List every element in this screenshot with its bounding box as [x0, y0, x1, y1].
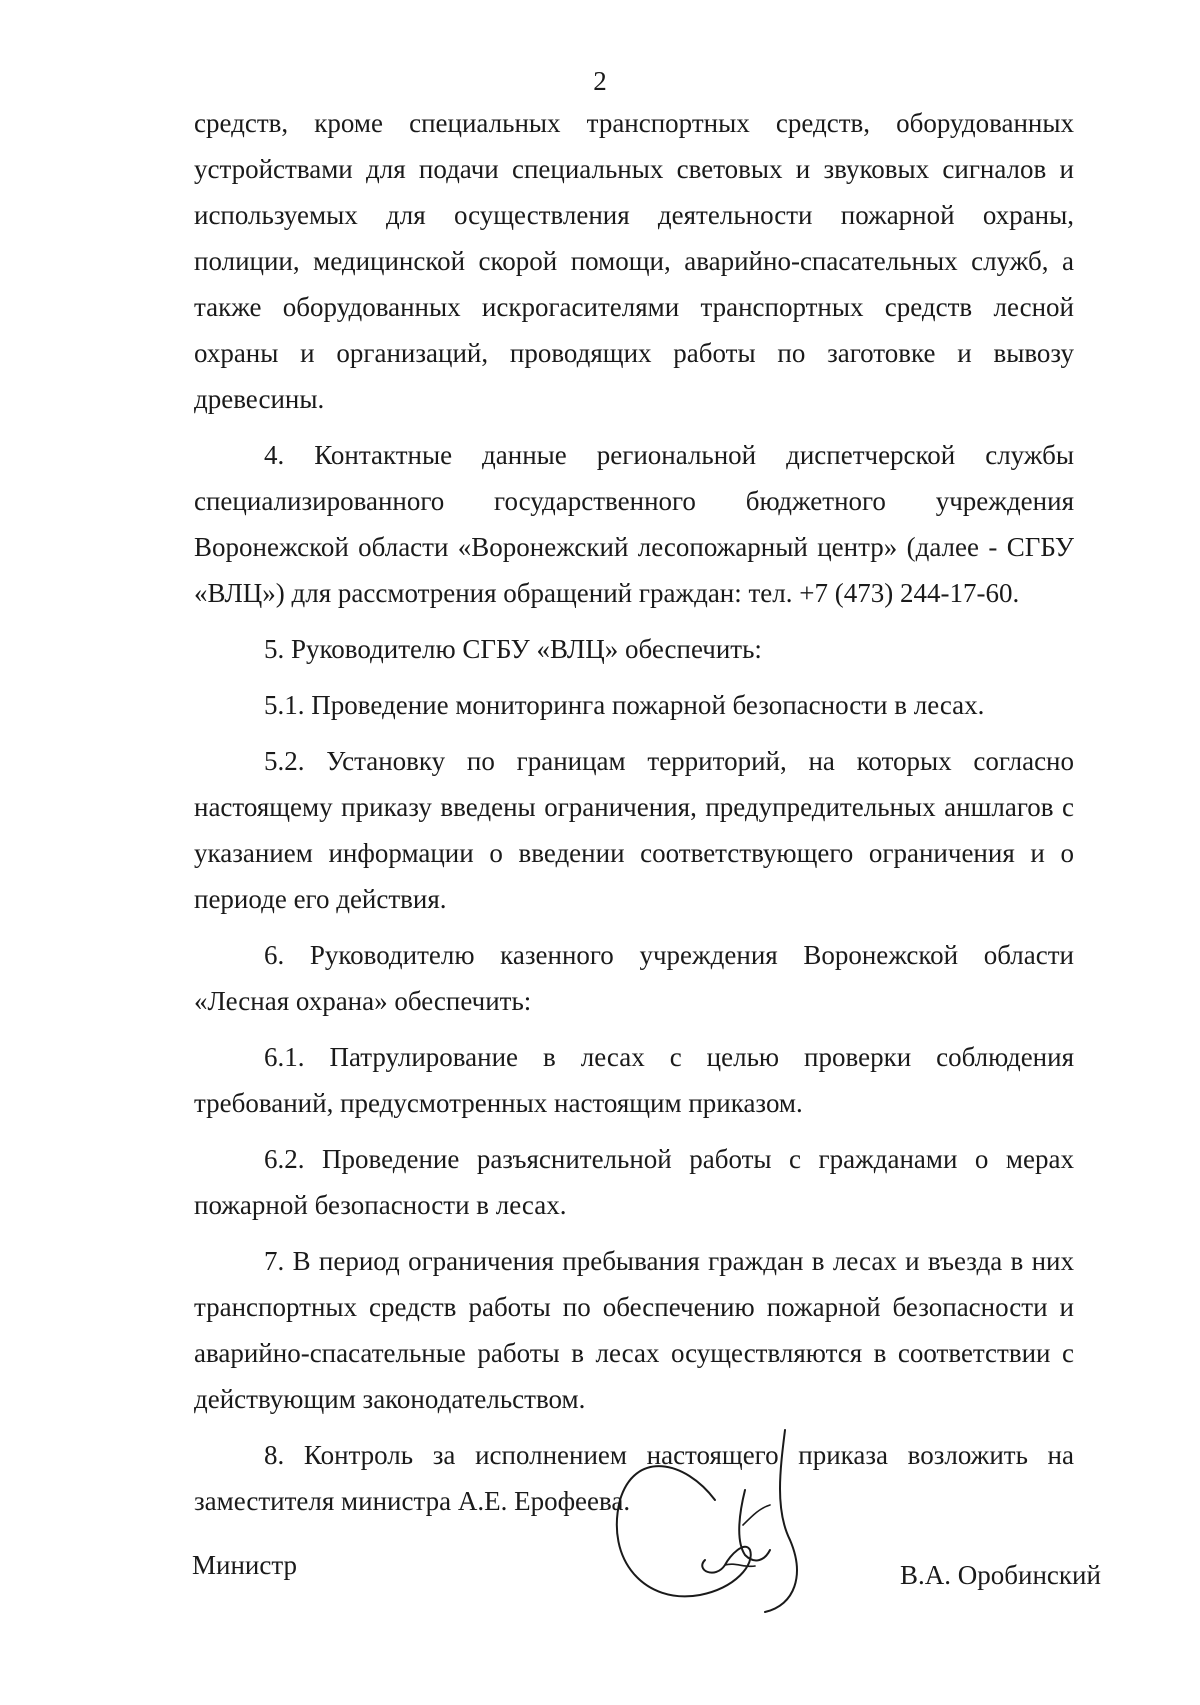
paragraph-7: 7. В период ограничения пребывания граждан в лесах и въезда в них транспортных средств работы по обеспечению пожарной безопасности и аварийно-спасательные работы в лесах осуществляются в соответствии с действующим законодательством.: [194, 1246, 1074, 1414]
page-number: 2: [593, 66, 607, 96]
paragraph-8: 8. Контроль за исполнением настоящего приказа возложить на заместителя министра А.Е. Ерофеева.: [194, 1440, 1074, 1516]
signatory-title: Министр: [192, 1550, 297, 1580]
paragraph-5: 5. Руководителю СГБУ «ВЛЦ» обеспечить:: [264, 634, 762, 664]
paragraph-6-1: 6.1. Патрулирование в лесах с целью проверки соблюдения требований, предусмотренных настоящим приказом.: [194, 1042, 1074, 1118]
paragraph-continuation: средств, кроме специальных транспортных средств, оборудованных устройствами для подачи специальных световых и звуковых сигналов и используемых для осуществления деятельности пожарной охраны, полиции, медицинской скорой помощи, аварийно-спасательных служб, а также оборудованных искрогасителями транспортных средств лесной охраны и организаций, проводящих работы по заготовке и вывозу древесины.: [194, 108, 1074, 414]
signatory-name: В.А. Оробинский: [900, 1560, 1101, 1590]
paragraph-6-2: 6.2. Проведение разъяснительной работы с гражданами о мерах пожарной безопасности в лесах.: [194, 1144, 1074, 1220]
document-body: [194, 100, 1074, 1524]
signature-block: [0, 1390, 1200, 1640]
paragraph-5-1: 5.1. Проведение мониторинга пожарной безопасности в лесах.: [264, 690, 985, 720]
paragraph-6: 6. Руководителю казенного учреждения Воронежской области «Лесная охрана» обеспечить:: [194, 940, 1074, 1016]
handwritten-signature-icon: [605, 1390, 845, 1640]
paragraph-5-2: 5.2. Установку по границам территорий, на которых согласно настоящему приказу введены ограничения, предупредительных аншлагов с указанием информации о введении соответствующего ограничения и о периоде его действия.: [194, 746, 1074, 914]
paragraph-4: 4. Контактные данные региональной диспетчерской службы специализированного государственного бюджетного учреждения Воронежской области «Воронежский лесопожарный центр» (далее - СГБУ «ВЛЦ») для рассмотрения обращений граждан: тел. +7 (473) 244-17-60.: [194, 440, 1074, 608]
